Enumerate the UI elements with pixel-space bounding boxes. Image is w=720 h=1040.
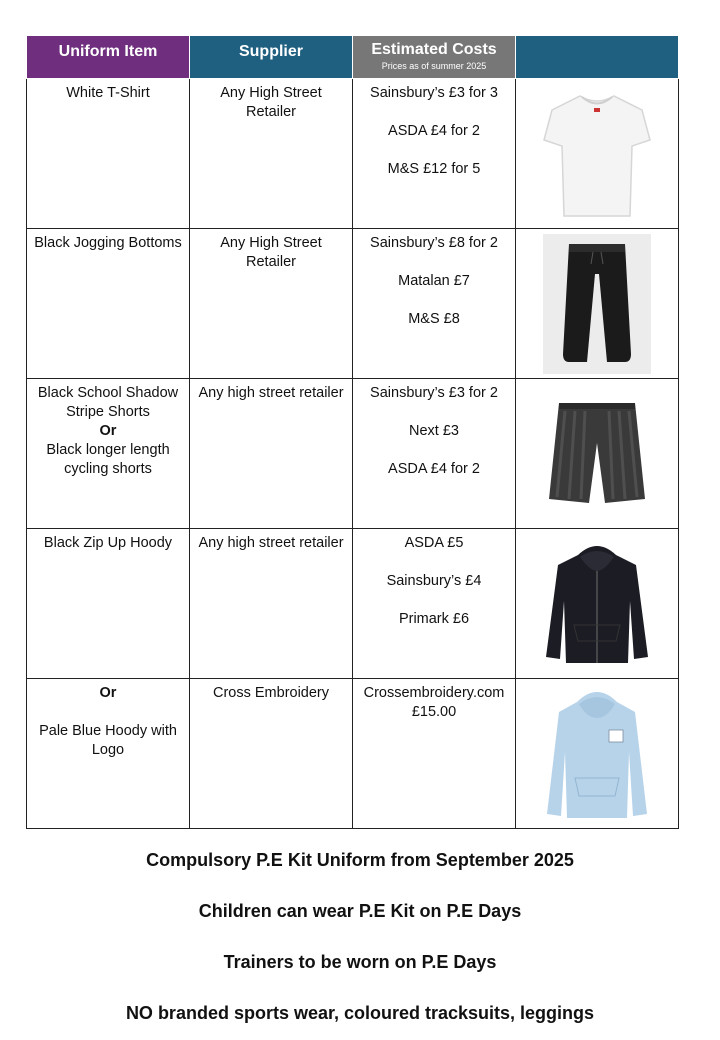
costs-cell: Sainsbury’s £3 for 2 Next £3 ASDA £4 for 2 bbox=[353, 379, 516, 529]
supplier-cell: Any high street retailer bbox=[190, 379, 353, 529]
header-image bbox=[516, 36, 679, 79]
shorts-icon bbox=[545, 399, 649, 509]
footer-line-compulsory: Compulsory P.E Kit Uniform from September 2025 bbox=[146, 850, 574, 870]
costs-cell: ASDA £5 Sainsbury’s £4 Primark £6 bbox=[353, 529, 516, 679]
footer-line-trainers: Trainers to be worn on P.E Days bbox=[223, 952, 497, 972]
header-costs-subtitle: Prices as of summer 2025 bbox=[381, 61, 487, 71]
costs-cell: Sainsbury’s £8 for 2 Matalan £7 M&S £8 bbox=[353, 229, 516, 379]
image-cell bbox=[516, 229, 679, 379]
table-header-row bbox=[27, 36, 679, 79]
costs-cell: Crossembroidery.com £15.00 bbox=[353, 679, 516, 829]
pe-kit-table bbox=[26, 35, 679, 829]
supplier-cell: Any High Street Retailer bbox=[190, 229, 353, 379]
item-cell: Black School Shadow Stripe Shorts Or Black longer length cycling shorts bbox=[27, 379, 190, 529]
header-estimated-costs: Estimated Costs Prices as of summer 2025 bbox=[353, 36, 516, 79]
table-row bbox=[27, 529, 679, 679]
costs-cell: Sainsbury’s £3 for 3 ASDA £4 for 2 M&S £12 for 5 bbox=[353, 79, 516, 229]
blue-hoody-icon bbox=[545, 686, 649, 822]
image-cell bbox=[516, 79, 679, 229]
logo-icon bbox=[609, 730, 623, 742]
jogging-bottoms-icon bbox=[543, 234, 651, 374]
supplier-cell: Any high street retailer bbox=[190, 529, 353, 679]
supplier-cell: Cross Embroidery bbox=[190, 679, 353, 829]
supplier-cell: Any High Street Retailer bbox=[190, 79, 353, 229]
image-cell bbox=[516, 529, 679, 679]
item-cell: Black Zip Up Hoody bbox=[27, 529, 190, 679]
table-row bbox=[27, 229, 679, 379]
table-row bbox=[27, 679, 679, 829]
black-hoody-icon bbox=[544, 541, 650, 667]
item-cell: Or Pale Blue Hoody with Logo bbox=[27, 679, 190, 829]
footer-line-no-branded: NO branded sports wear, coloured tracksuits, leggings bbox=[125, 1003, 595, 1023]
item-cell: Black Jogging Bottoms bbox=[27, 229, 190, 379]
image-cell bbox=[516, 379, 679, 529]
header-supplier: Supplier bbox=[190, 36, 353, 79]
white-tshirt-icon bbox=[542, 88, 652, 220]
item-cell: White T-Shirt bbox=[27, 79, 190, 229]
header-uniform-item: Uniform Item bbox=[27, 36, 190, 79]
table-row bbox=[27, 79, 679, 229]
table-row bbox=[27, 379, 679, 529]
footer-line-pe-days: Children can wear P.E Kit on P.E Days bbox=[198, 901, 522, 921]
image-cell bbox=[516, 679, 679, 829]
